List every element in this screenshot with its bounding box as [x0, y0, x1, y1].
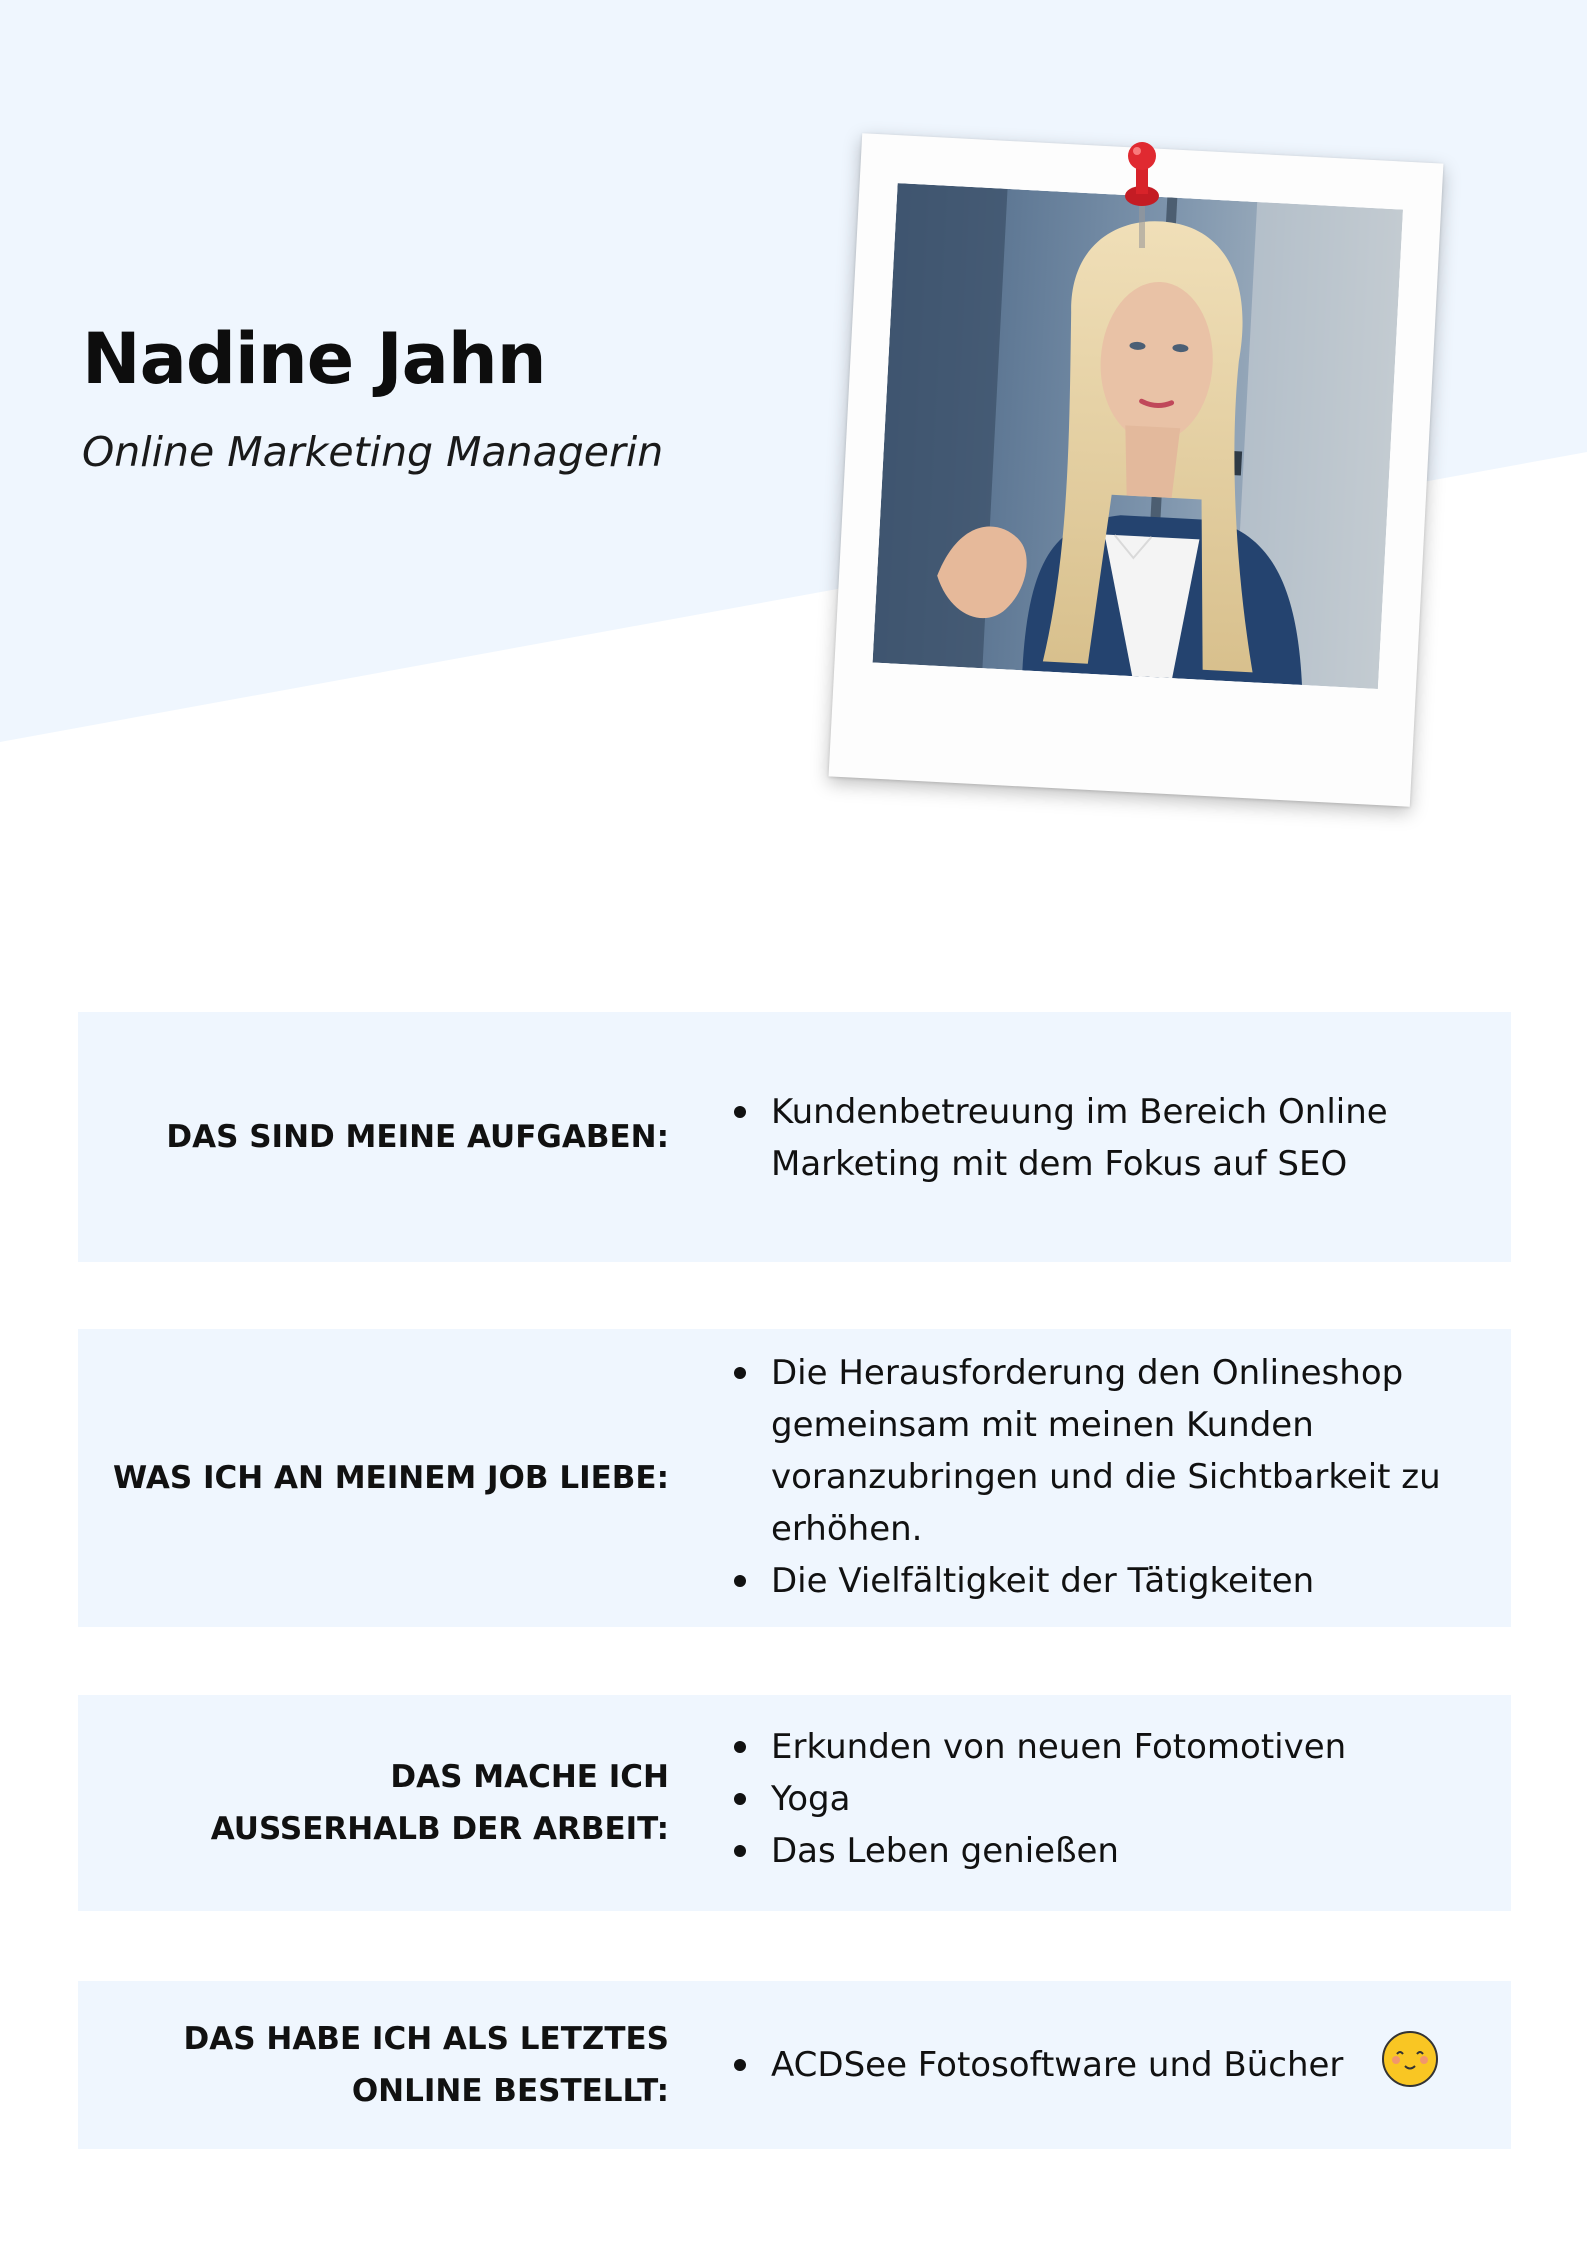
section-label-line: ONLINE BESTELLT: [351, 2073, 669, 2109]
section-job-love-list [734, 1347, 1451, 1607]
job-title: Online Marketing Managerin [82, 428, 664, 476]
list-item: Die Vielfältigkeit der Tätigkeiten [734, 1555, 1451, 1607]
list-item: ACDSee Fotosoftware und Bücher [734, 2039, 1451, 2091]
section-tasks-list [734, 1086, 1451, 1190]
section-job-love-label [113, 1329, 669, 1627]
section-label-line: DAS SIND MEINE AUFGABEN: [166, 1119, 669, 1155]
profile-photo [873, 183, 1403, 689]
person-name: Nadine Jahn [82, 318, 546, 400]
list-item: Yoga [734, 1773, 1451, 1825]
section-free-time-list [734, 1721, 1451, 1877]
list-item: Die Herausforderung den Onlineshop gemeinsam mit meinen Kunden voranzubringen und die Sichtbarkeit zu erhöhen. [734, 1347, 1451, 1555]
section-label-line: WAS ICH AN MEINEM JOB LIEBE: [113, 1460, 669, 1496]
section-last-order [78, 1981, 1511, 2149]
section-label-line: AUSSERHALB DER ARBEIT: [210, 1811, 669, 1847]
section-tasks [78, 1012, 1511, 1262]
list-item: Erkunden von neuen Fotomotiven [734, 1721, 1451, 1773]
section-free-time [78, 1695, 1511, 1911]
push-pin-icon [1112, 138, 1172, 258]
section-label-line: DAS MACHE ICH [390, 1759, 669, 1795]
section-free-time-label [211, 1695, 669, 1911]
section-last-order-label [184, 1981, 669, 2149]
blushing-smiley-emoji-icon [1381, 2030, 1439, 2088]
section-tasks-label [166, 1012, 669, 1262]
section-label-line: DAS HABE ICH ALS LETZTES [183, 2021, 669, 2057]
section-job-love [78, 1329, 1511, 1627]
section-last-order-list [734, 2039, 1451, 2091]
list-item: Das Leben genießen [734, 1825, 1451, 1877]
list-item: Kundenbetreuung im Bereich Online Marketing mit dem Fokus auf SEO [734, 1086, 1451, 1190]
